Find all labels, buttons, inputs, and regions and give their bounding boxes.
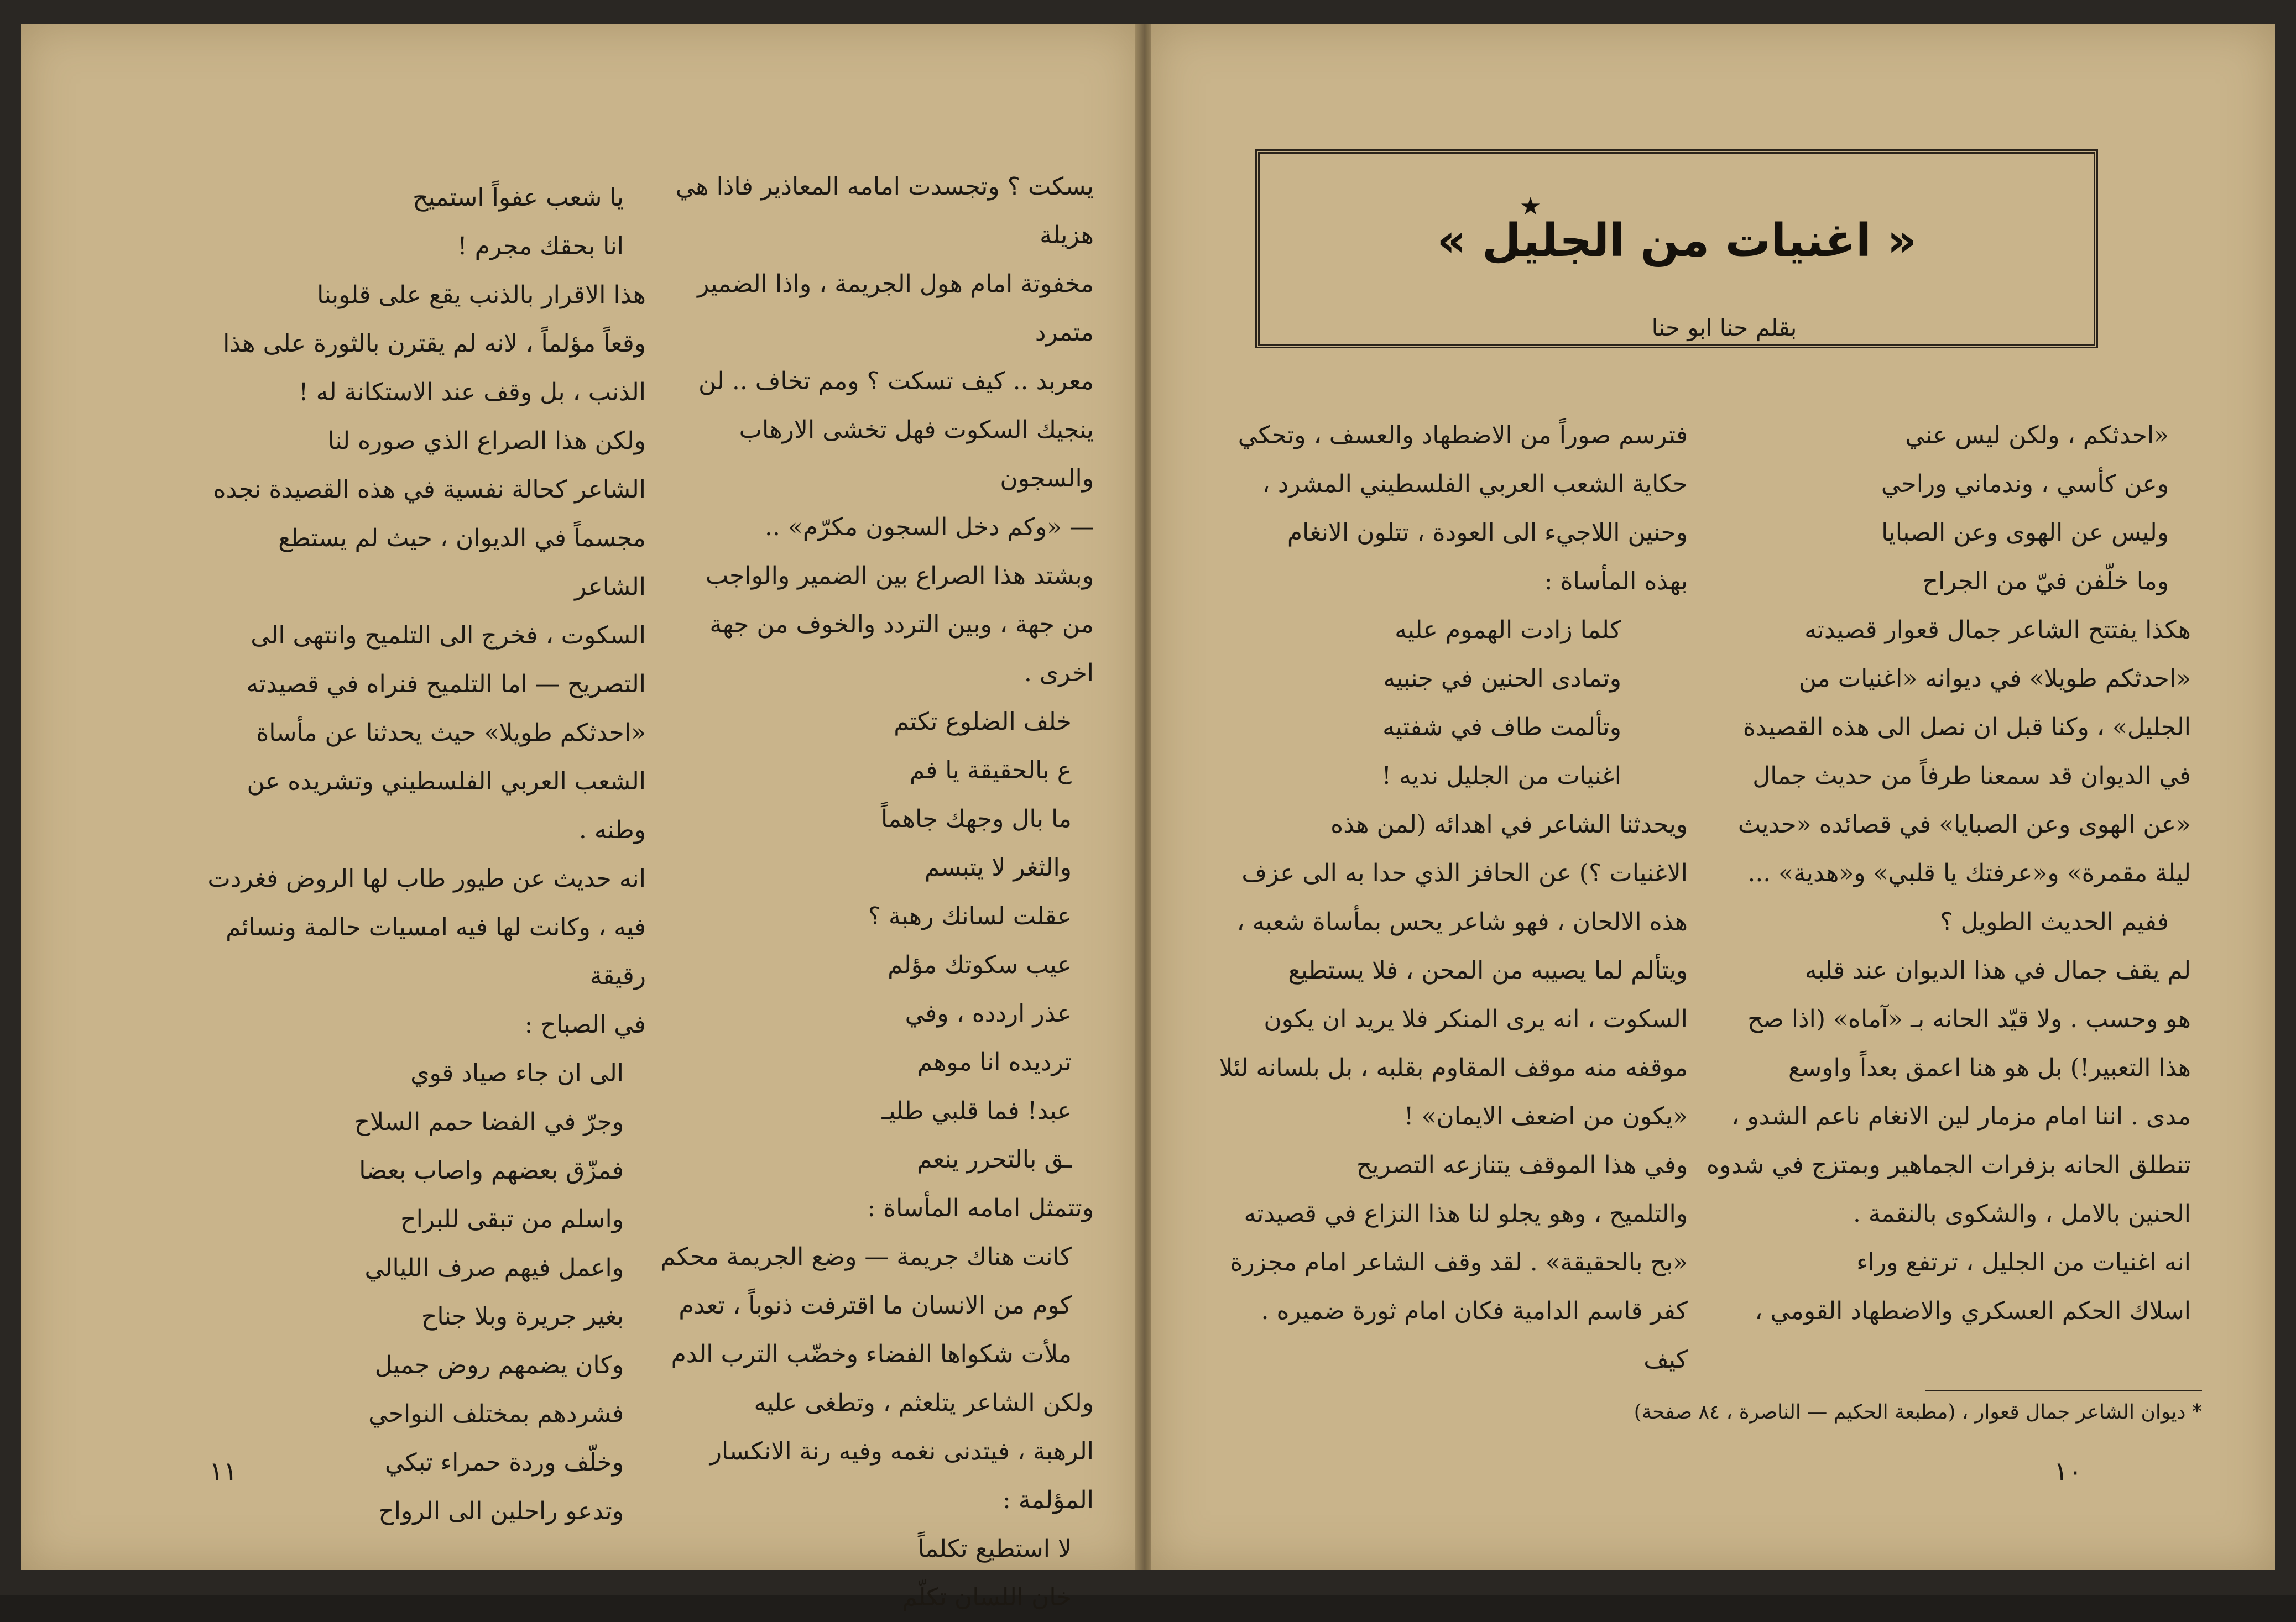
- verse-line: لا استطيع تكلماً: [917, 1535, 1072, 1563]
- prose-line: الشعب العربي الفلسطيني وتشريده عن وطنه .: [247, 767, 646, 844]
- title-box: [1255, 149, 2098, 348]
- right-page-left-column: [1218, 411, 1688, 1384]
- verse-line: والثغر لا يتبسم: [924, 854, 1072, 882]
- verse-line: وما خلّفن فيّ من الجراح: [1922, 567, 2169, 595]
- verse-line: فمزّق بعضهم واصاب بعضا: [359, 1157, 624, 1185]
- verse-line: كوم من الانسان ما اقترفت ذنوباً ، تعدم: [679, 1291, 1072, 1320]
- prose-line: والتلميح ، وهو يجلو لنا هذا النزاع في قصيدته: [1244, 1200, 1688, 1228]
- prose-line: اسلاك الحكم العسكري والاضطهاد القومي ،: [1755, 1297, 2191, 1325]
- verse-line: وجرّ في الفضا حمم السلاح: [354, 1108, 624, 1136]
- verse-line: ملأت شكواها الفضاء وخضّب الترب الدم: [671, 1340, 1072, 1368]
- prose-line: الشاعر كحالة نفسية في هذه القصيدة نجده: [213, 475, 646, 504]
- verse-line: ـق بالتحرر ينعم: [917, 1145, 1072, 1174]
- verse-line: ما بال وجهك جاهماً: [880, 805, 1072, 833]
- verse-line: وتمادى الحنين في جنبيه: [1383, 665, 1621, 693]
- prose-line: السكوت ، انه يرى المنكر فلا يريد ان يكون: [1264, 1005, 1688, 1033]
- prose-line: ينجيك السكوت فهل تخشى الارهاب والسجون: [739, 416, 1094, 493]
- verse-line: ترديده انا موهم: [917, 1048, 1072, 1076]
- prose-line: «احدثكم طويلا» في ديوانه «اغنيات من: [1798, 665, 2191, 693]
- prose-line: وفي هذا الموقف يتنازعه التصريح: [1356, 1151, 1688, 1179]
- prose-line: مخفوتة امام هول الجريمة ، واذا الضمير متمرد: [697, 270, 1094, 347]
- verse-line: وعن كأسي ، وندماني وراحي: [1881, 470, 2169, 498]
- verse-line: واعمل فيهم صرف الليالي: [364, 1254, 624, 1282]
- prose-line: حكاية الشعب العربي الفلسطيني المشرد ،: [1262, 470, 1688, 498]
- prose-line: تنطلق الحانه بزفرات الجماهير وبمتزج في شدوه: [1706, 1151, 2191, 1179]
- prose-line: من جهة ، وبين التردد والخوف من جهة اخرى .: [709, 610, 1094, 687]
- prose-line: في الديوان قد سمعنا طرفاً من حديث جمال: [1752, 762, 2191, 790]
- footnote: * ديوان الشاعر جمال قعوار ، (مطبعة الحكيم — الناصرة ، ٨٤ صفحة): [1634, 1401, 2202, 1424]
- prose-line: كفر قاسم الدامية فكان امام ثورة ضميره . كيف: [1261, 1297, 1688, 1374]
- verse-line: عقلت لسانك رهبة ؟: [868, 902, 1072, 930]
- verse-line: انا بحقك مجرم !: [457, 232, 624, 260]
- prose-line: ولكن الشاعر يتلعثم ، وتطغى عليه: [754, 1389, 1094, 1417]
- prose-line: الرهبة ، فيتدنى نغمه وفيه رنة الانكسار المؤلمة :: [709, 1437, 1094, 1514]
- verse-line: عيب سكوتك مؤلم: [888, 951, 1072, 979]
- verse-line: كلما زادت الهموم عليه: [1395, 616, 1621, 644]
- verse-line: اغنيات من الجليل نديه !: [1381, 762, 1621, 790]
- verse-line: خلف الضلوع تكتم: [894, 708, 1072, 736]
- page-number-left: ١١: [209, 1456, 238, 1487]
- verse-line: كانت هناك جريمة — وضع الجريمة محكم: [660, 1243, 1072, 1271]
- left-page-left-column: [203, 174, 646, 1536]
- verse-line: وكان يضمهم روض جميل: [374, 1351, 624, 1379]
- prose-line: ولكن هذا الصراع الذي صوره لنا: [327, 427, 646, 455]
- prose-line: — «وكم دخل السجون مكرّم» ..: [764, 513, 1094, 541]
- verse-line: وتألمت طاف في شفتيه: [1382, 713, 1621, 741]
- right-page-right-column: [1704, 411, 2191, 1336]
- right-page: [1151, 24, 2275, 1570]
- prose-line: الحنين بالامل ، والشكوى بالنقمة .: [1853, 1200, 2191, 1228]
- verse-line: عبد! فما قلبي طليـ: [881, 1097, 1072, 1125]
- prose-line: وحنين اللاجيء الى العودة ، تتلون الانغام: [1287, 519, 1688, 547]
- prose-line: وتتمثل امامه المأساة :: [867, 1194, 1094, 1222]
- prose-line: «يكون من اضعف الايمان» !: [1403, 1102, 1688, 1131]
- prose-line: «احدثكم طويلا» حيث يحدثنا عن مأساة: [256, 719, 646, 747]
- left-page: [21, 24, 1139, 1611]
- page-number-right: ١٠: [2054, 1456, 2083, 1487]
- left-page-right-column: [651, 163, 1094, 1622]
- article-title: « اغنيات من الجليل »: [1437, 214, 1917, 267]
- verse-line: فشردهم بمختلف النواحي: [368, 1400, 624, 1428]
- prose-line: ويتألم لما يصيبه من المحن ، فلا يستطيع: [1288, 956, 1688, 985]
- verse-line: واسلم من تبقى للبراح: [400, 1205, 624, 1233]
- prose-line: انه اغنيات من الجليل ، ترتفع وراء: [1856, 1248, 2191, 1276]
- prose-line: هذا التعبير!) بل هو هنا اعمق بعداً واوسع: [1788, 1054, 2191, 1082]
- star-icon: ★: [1520, 192, 1542, 221]
- author-byline: بقلم حنا ابو حنا: [1569, 314, 1879, 341]
- prose-line: معربد .. كيف تسكت ؟ ومم تخاف .. لن: [698, 367, 1094, 395]
- footnote-rule: [1925, 1390, 2202, 1391]
- prose-line: هكذا يفتتح الشاعر جمال قعوار قصيدته: [1804, 616, 2191, 644]
- verse-line: وليس عن الهوى وعن الصبايا: [1881, 519, 2169, 547]
- prose-line: موقفه منه موقف المقاوم بقلبه ، بل بلسانه لئلا: [1219, 1054, 1688, 1082]
- prose-line: مجسماً في الديوان ، حيث لم يستطع الشاعر: [278, 524, 646, 601]
- prose-line: الذنب ، بل وقف عند الاستكانة له !: [299, 378, 646, 406]
- verse-line: الى ان جاء صياد قوي: [410, 1059, 624, 1087]
- verse-line: عذر اردده ، وفي: [905, 1000, 1072, 1028]
- prose-line: «عن الهوى وعن الصبايا» في قصائده «حديث: [1737, 810, 2191, 839]
- prose-line: انه حديث عن طيور طاب لها الروض فغردت: [207, 865, 646, 893]
- prose-line: مدى . اننا امام مزمار لين الانغام ناعم الشدو ،: [1731, 1102, 2191, 1131]
- prose-line: هذا الاقرار بالذنب يقع على قلوبنا: [317, 281, 646, 309]
- prose-line: يسكت ؟ وتجسدت امامه المعاذير فاذا هي هزيلة: [675, 172, 1094, 249]
- prose-line: هذه الالحان ، فهو شاعر يحس بمأساة شعبه ،: [1236, 908, 1688, 936]
- verse-line: ففيم الحديث الطويل ؟: [1940, 908, 2169, 936]
- prose-line: بهذه المأساة :: [1544, 567, 1688, 595]
- prose-line: السكوت ، فخرج الى التلميح وانتهى الى: [251, 621, 646, 650]
- verse-line: خان اللسان تكلّم: [902, 1583, 1072, 1611]
- verse-line: يا شعب عفواً استميح: [413, 184, 624, 212]
- prose-line: التصريح — اما التلميح فنراه في قصيدته: [246, 670, 646, 698]
- prose-line: ليلة مقمرة» و«عرفتك يا قلبي» و«هدية» ...: [1747, 859, 2191, 887]
- prose-line: «بح بالحقيقة» . لقد وقف الشاعر امام مجزرة: [1230, 1248, 1688, 1276]
- prose-line: الاغنيات ؟) عن الحافز الذي حدا به الى عزف: [1241, 859, 1688, 887]
- prose-line: فترسم صوراً من الاضطهاد والعسف ، وتحكي: [1238, 421, 1688, 449]
- verse-line: ع بالحقيقة يا فم: [909, 756, 1072, 784]
- verse-line: «احدثكم ، ولكن ليس عني: [1905, 421, 2169, 449]
- prose-line: في الصباح :: [524, 1011, 646, 1039]
- prose-line: هو وحسب . ولا قيّد الحانه بـ «آماه» (اذا صح: [1747, 1005, 2191, 1033]
- verse-line: وخلّف وردة حمراء تبكي: [385, 1448, 624, 1477]
- verse-line: وتدعو راحلين الى الرواح: [378, 1497, 624, 1525]
- prose-line: وقعاً مؤلماً ، لانه لم يقترن بالثورة على هذا: [223, 329, 646, 358]
- prose-line: فيه ، وكانت لها فيه امسيات حالمة ونسائم رقيقة: [226, 913, 646, 990]
- prose-line: الجليل» ، وكنا قبل ان نصل الى هذه القصيدة: [1742, 713, 2191, 741]
- prose-line: وبشتد هذا الصراع بين الضمير والواجب: [705, 562, 1094, 590]
- prose-line: ويحدثنا الشاعر في اهدائه (لمن هذه: [1330, 810, 1688, 839]
- prose-line: لم يقف جمال في هذا الديوان عند قلبه: [1804, 956, 2191, 985]
- verse-line: بغير جريرة وبلا جناح: [421, 1302, 624, 1331]
